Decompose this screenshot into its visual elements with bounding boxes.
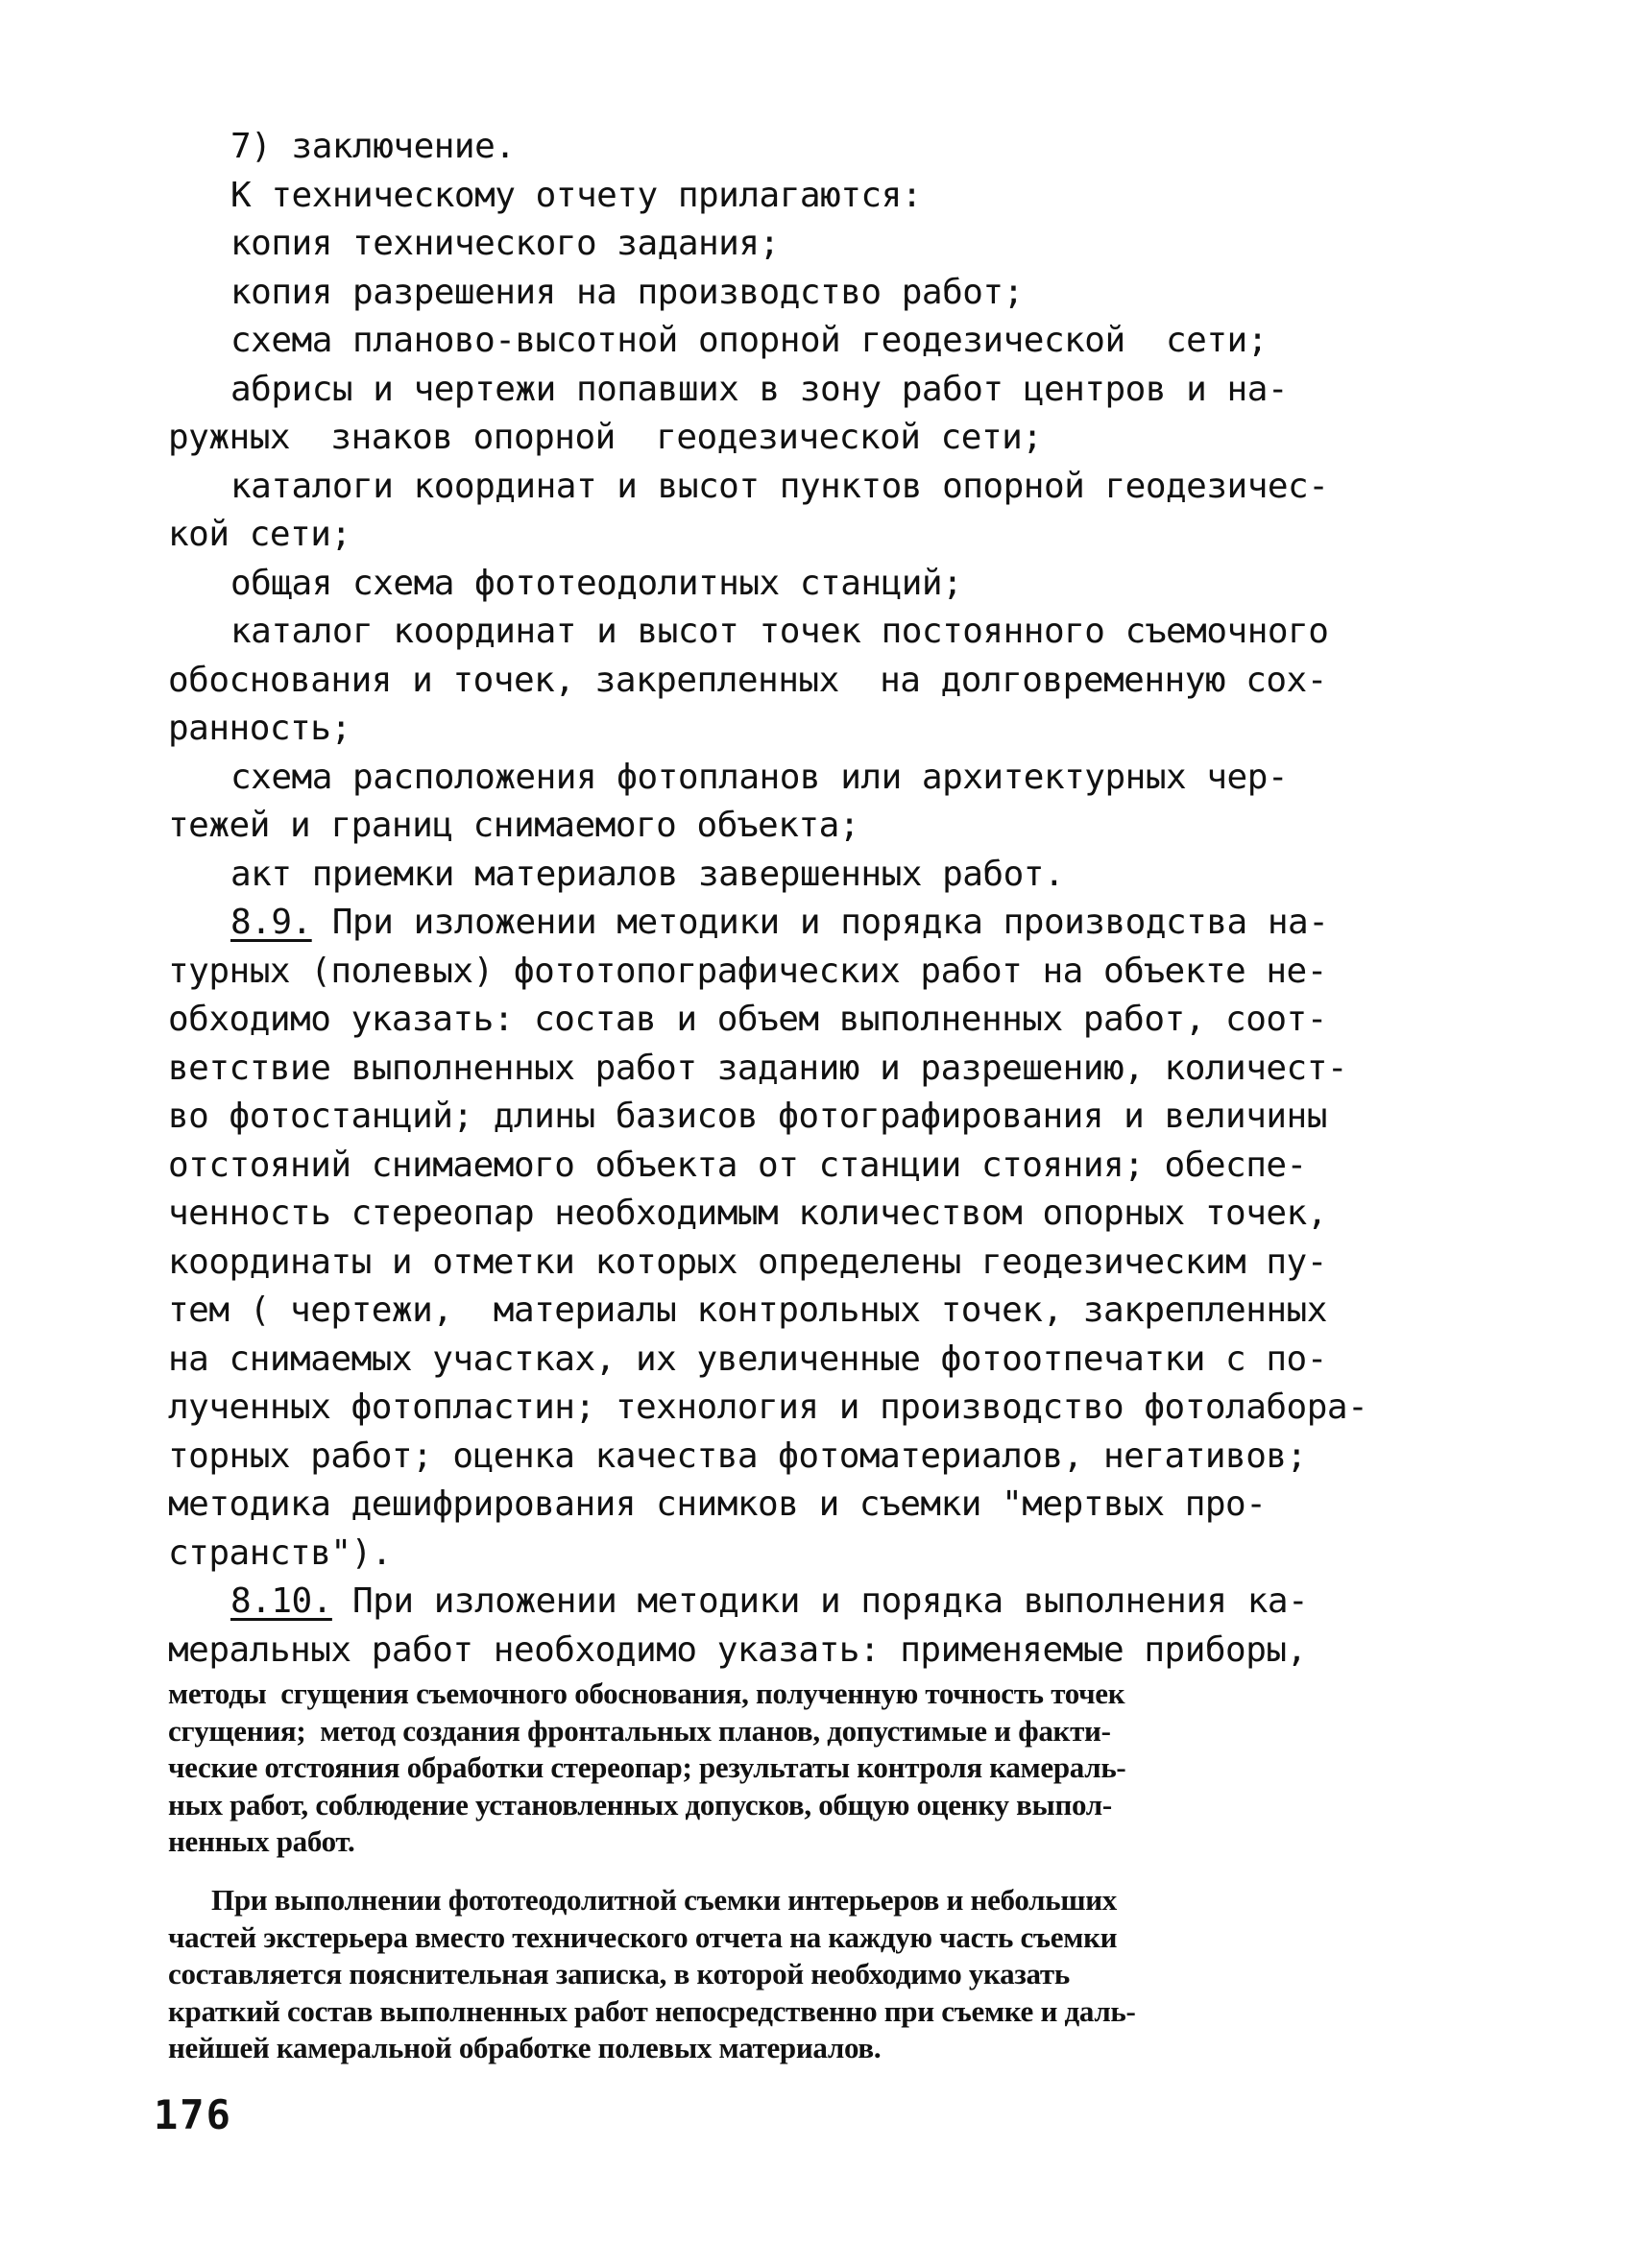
- section-text: При изложении методики и порядка выполнения ка-: [331, 1581, 1309, 1621]
- section-number: 8.10.: [230, 1581, 332, 1621]
- text-line: каталог координат и высот точек постоянного съемочного: [230, 612, 1329, 651]
- text-line: торных работ; оценка качества фотоматериалов, негативов;: [168, 1436, 1307, 1476]
- typewritten-text-block: [168, 123, 1493, 1675]
- text-line: методика дешифрирования снимков и съемки "мертвых про-: [168, 1484, 1267, 1524]
- text-line: странств").: [168, 1532, 392, 1573]
- text-line: методы сгущения съемочного обоснования, полученную точность точек: [168, 1677, 1125, 1710]
- text-line: кой сети;: [168, 515, 351, 554]
- text-line: 7) заключение.: [230, 127, 516, 166]
- text-line: [168, 899, 1493, 948]
- text-line: ческие отстояния обработки стереопар; результаты контроля камераль-: [168, 1750, 1126, 1784]
- text-line: ветствие выполненных работ заданию и разрешению, количест-: [168, 1048, 1348, 1088]
- text-line: схема расположения фотопланов или архитектурных чер-: [230, 757, 1289, 797]
- text-line: тем ( чертежи, материалы контрольных точек, закрепленных: [168, 1291, 1327, 1330]
- text-line: При выполнении фототеодолитной съемки интерьеров и небольших: [211, 1883, 1117, 1917]
- text-line: ранность;: [168, 709, 351, 748]
- text-line: копия разрешения на производство работ;: [230, 272, 1024, 312]
- text-line: нейшей камеральной обработке полевых материалов.: [168, 2031, 882, 2064]
- text-line: ружных знаков опорной геодезической сети;: [168, 418, 1043, 457]
- section-text: При изложении методики и порядка производства на-: [311, 903, 1329, 942]
- printed-text-block-1: [168, 1676, 1503, 1861]
- text-line: турных (полевых) фототопографических работ на объекте не-: [168, 951, 1327, 991]
- text-line: координаты и отметки которых определены геодезическим пу-: [168, 1242, 1327, 1282]
- text-line: копия технического задания;: [230, 224, 780, 263]
- text-line: лученных фотопластин; технология и производство фотолабора-: [168, 1387, 1368, 1427]
- text-line: частей экстерьера вместо технического отчета на каждую часть съемки: [168, 1919, 1118, 1954]
- text-line: [168, 1578, 1493, 1627]
- text-line: на снимаемых участках, их увеличенные фотоотпечатки с по-: [168, 1339, 1327, 1379]
- printed-text-block-2: [168, 1882, 1503, 2067]
- text-line: общая схема фототеодолитных станций;: [230, 563, 963, 603]
- text-line: обходимо указать: состав и объем выполненных работ, соот-: [168, 1000, 1327, 1039]
- text-line: во фотостанций; длины базисов фотографирования и величины: [168, 1097, 1327, 1136]
- text-line: тежей и границ снимаемого объекта;: [168, 806, 859, 845]
- text-line: меральных работ необходимо указать: применяемые приборы,: [168, 1629, 1307, 1670]
- text-line: акт приемки материалов завершенных работ.: [230, 854, 1065, 894]
- page-number: 176: [154, 2091, 232, 2138]
- text-line: каталоги координат и высот пунктов опорной геодезичес-: [230, 466, 1329, 506]
- text-line: абрисы и чертежи попавших в зону работ центров и на-: [230, 369, 1289, 409]
- text-line: обоснования и точек, закрепленных на долговременную сох-: [168, 660, 1327, 700]
- text-line: составляется пояснительная записка, в которой необходимо указать: [168, 1957, 1070, 1991]
- text-line: К техническому отчету прилагаются:: [230, 175, 922, 215]
- text-line: ных работ, соблюдение установленных допусков, общую оценку выпол-: [168, 1787, 1112, 1822]
- section-number: 8.9.: [230, 903, 312, 942]
- text-line: отстояний снимаемого объекта от станции стояния; обеспе-: [168, 1145, 1307, 1185]
- text-line: схема планово-высотной опорной геодезической сети;: [230, 321, 1268, 360]
- text-line: сгущения; метод создания фронтальных планов, допустимые и факти-: [168, 1713, 1111, 1748]
- text-line: краткий состав выполненных работ непосредственно при съемке и даль-: [168, 1993, 1136, 2028]
- text-line: ненных работ.: [168, 1824, 355, 1858]
- text-line: ченность стереопар необходимым количеством опорных точек,: [168, 1194, 1327, 1233]
